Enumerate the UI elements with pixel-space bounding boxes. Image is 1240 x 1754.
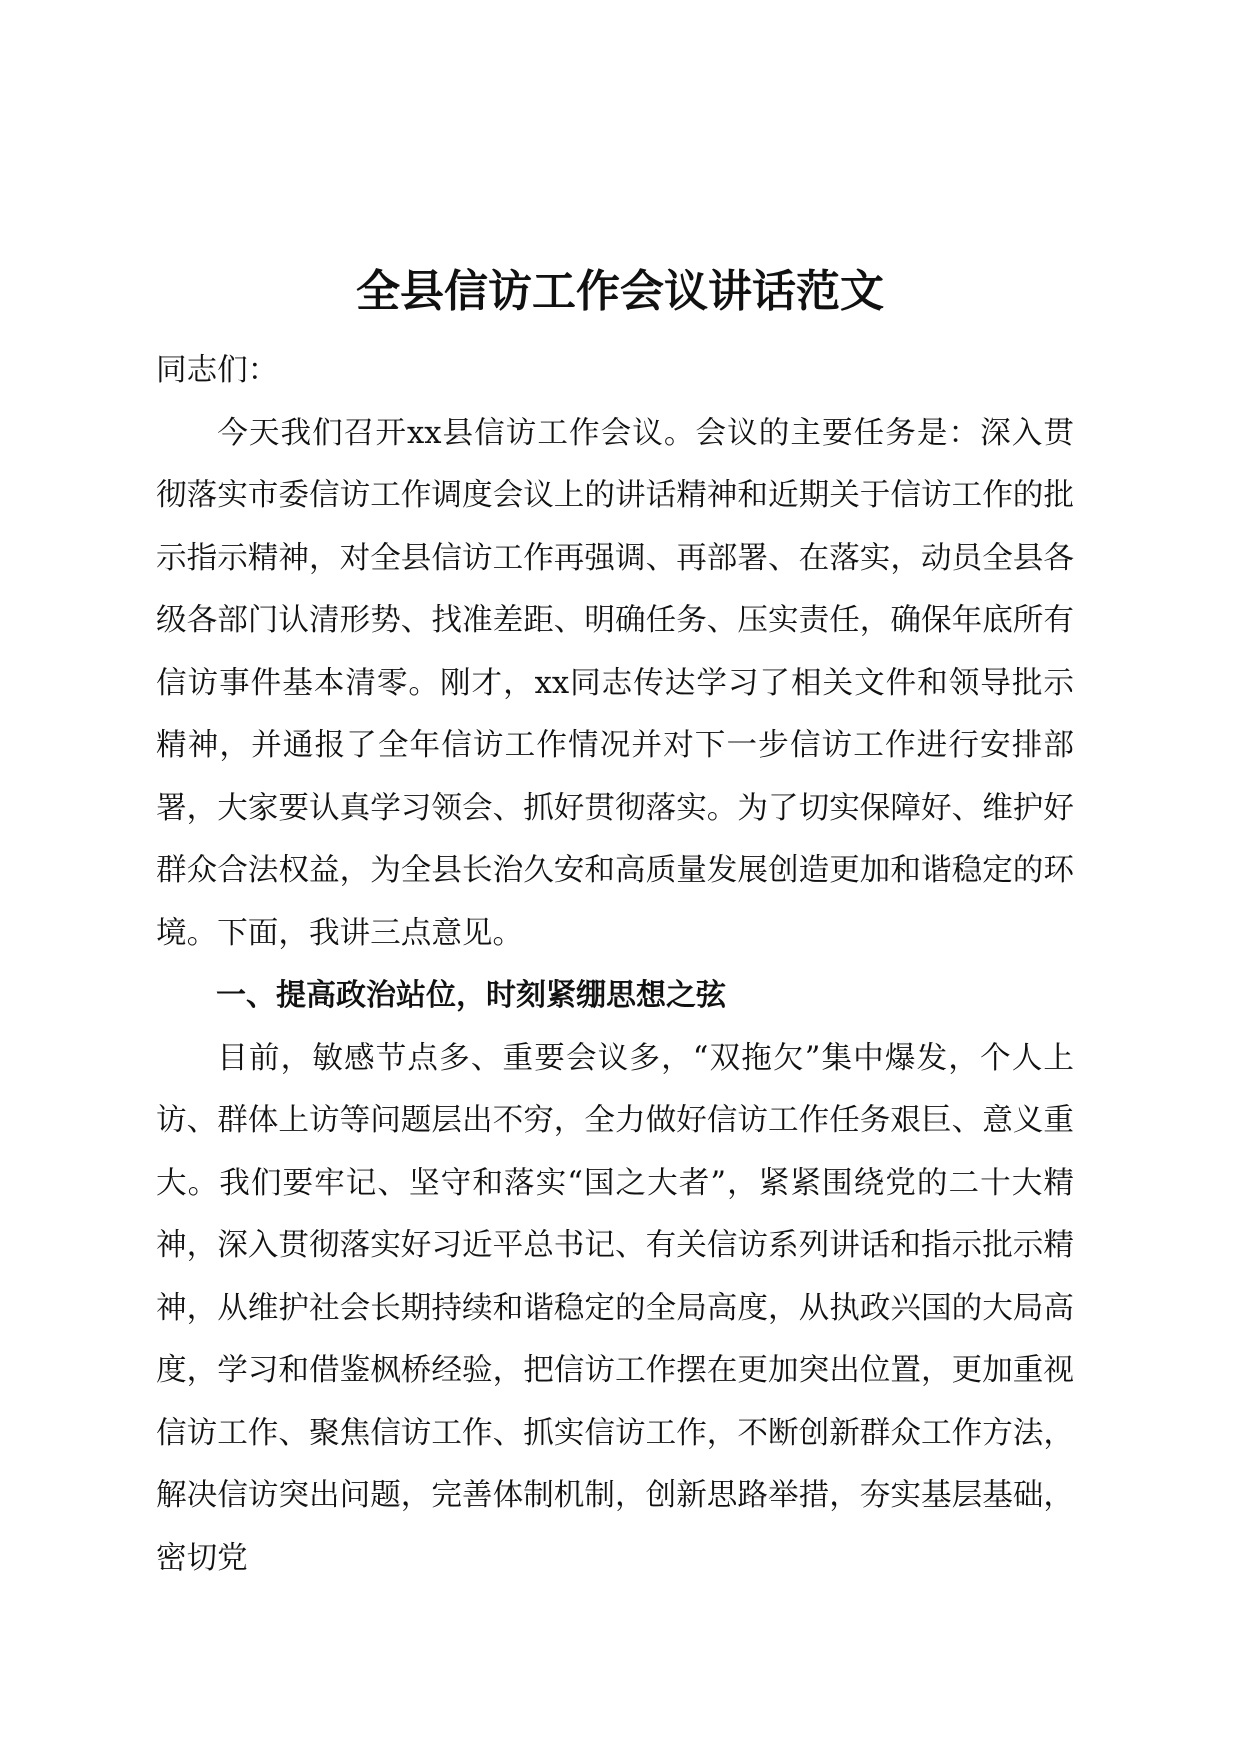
opening-paragraph: 今天我们召开xx县信访工作会议。会议的主要任务是：深入贯彻落实市委信访工作调度会议上的讲话精神和近期关于信访工作的批示指示精神，对全县信访工作再强调、再部署、在落实，动员全县各级各部门认清形势、找准差距、明确任务、压实责任，确保年底所有信访事件基本清零。刚才，xx同志传达学习了相关文件和领导批示精神，并通报了全年信访工作情况并对下一步信访工作进行安排部署，大家要认真学习领会、抓好贯彻落实。为了切实保障好、维护好群众合法权益，为全县长治久安和高质量发展创造更加和谐稳定的环境。下面，我讲三点意见。 bbox=[156, 415, 1074, 951]
document-title: 全县信访工作会议讲话范文 bbox=[356, 266, 884, 317]
document-body bbox=[156, 340, 1074, 1590]
section-heading: 一、提高政治站位，时刻紧绷思想之弦 bbox=[216, 978, 726, 1013]
salutation: 同志们： bbox=[156, 353, 279, 388]
section-paragraph: 目前，敏感节点多、重要会议多，“双拖欠”集中爆发，个人上访、群体上访等问题层出不穷，全力做好信访工作任务艰巨、意义重大。我们要牢记、坚守和落实“国之大者”，紧紧围绕党的二十大精神，深入贯彻落实好习近平总书记、有关信访系列讲话和指示批示精神，从维护社会长期持续和谐稳定的全局高度，从执政兴国的大局高度，学习和借鉴枫桥经验，把信访工作摆在更加突出位置，更加重视信访工作、聚焦信访工作、抓实信访工作，不断创新群众工作方法，解决信访突出问题，完善体制机制，创新思路举措，夯实基层基础，密切党 bbox=[156, 1040, 1074, 1576]
